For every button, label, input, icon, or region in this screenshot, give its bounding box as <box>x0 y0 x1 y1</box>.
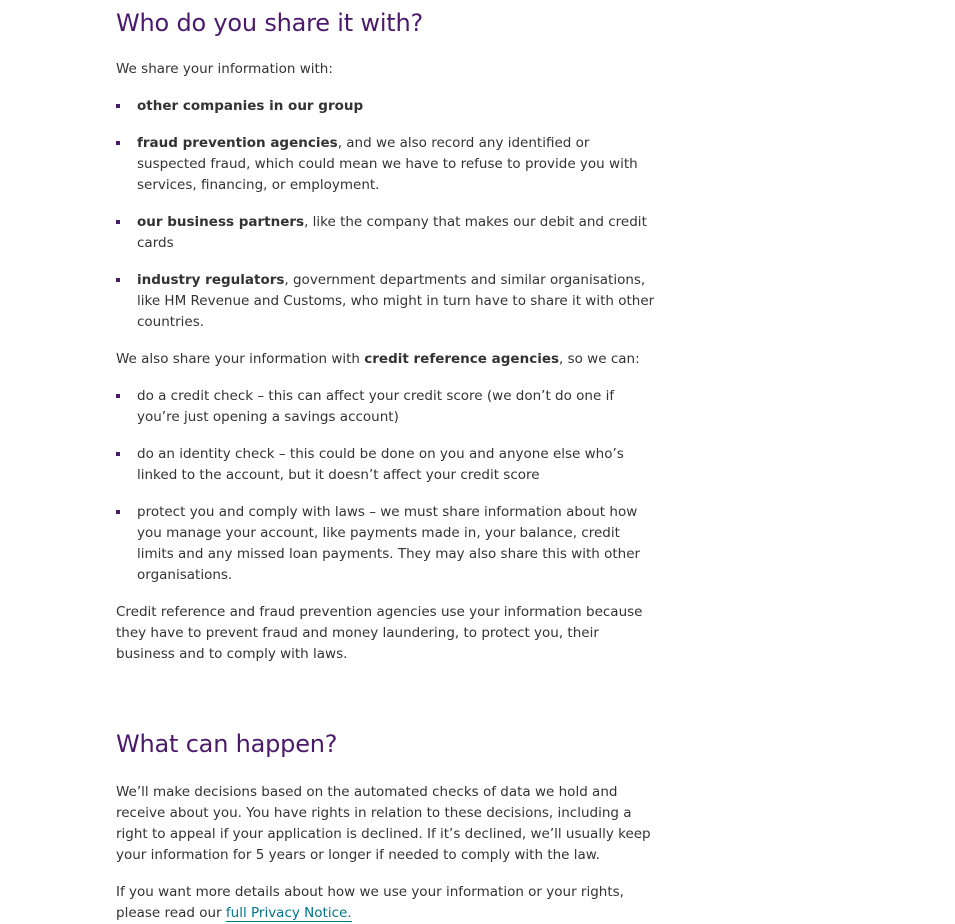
list-item <box>116 133 656 196</box>
credit-intro-after: , so we can: <box>559 351 640 367</box>
credit-agencies-intro <box>116 349 656 370</box>
share-recipients-list <box>116 96 656 333</box>
list-item-bold: other companies in our group <box>137 98 364 114</box>
privacy-notice-link[interactable]: full Privacy Notice. <box>225 905 352 921</box>
section-heading-share: Who do you share it with? <box>116 9 424 37</box>
list-item-bold: our business partners <box>137 214 305 230</box>
main-content <box>116 0 656 924</box>
list-item-bold: fraud prevention agencies <box>137 135 338 151</box>
agencies-closing-text: Credit reference and fraud prevention agencies use your information because they have to prevent fraud and money laundering, to protect you, their business and to comply with laws. <box>116 604 643 662</box>
list-item: do an identity check – this could be done on you and anyone else who’s linked to the account, but it doesn’t affect your credit score <box>116 444 656 486</box>
list-item <box>116 270 656 333</box>
credit-intro-before: We also share your information with <box>116 351 365 367</box>
share-intro-text: We share your information with: <box>116 61 333 77</box>
list-item: do a credit check – this can affect your credit score (we don’t do one if you’re just opening a savings account) <box>116 386 656 428</box>
list-item-text: , like the company that makes our debit and credit cards <box>137 214 647 251</box>
list-item <box>116 96 656 117</box>
credit-checks-list <box>116 386 656 586</box>
privacy-paragraph-text: If you want more details about how we use your information or your rights, please read our <box>116 884 624 921</box>
decisions-paragraph: We’ll make decisions based on the automated checks of data we hold and receive about you. You have rights in relation to these decisions, including a right to appeal if your application is declined. If it’s declined, we’ll usually keep your information for 5 years or longer if needed to comply with the law. <box>116 784 651 863</box>
list-item-text: , government departments and similar organisations, like HM Revenue and Customs, who might in turn have to share it with other countries. <box>137 272 655 330</box>
list-item-bold: industry regulators <box>137 272 285 288</box>
list-item: protect you and comply with laws – we must share information about how you manage your account, like payments made in, your balance, credit limits and any missed loan payments. They may also share this with other organisations. <box>116 502 656 586</box>
credit-intro-bold: credit reference agencies <box>364 351 560 367</box>
privacy-paragraph <box>116 882 656 924</box>
section-heading-what-can-happen: What can happen? <box>116 730 338 758</box>
list-item-text: , and we also record any identified or suspected fraud, which could mean we have to refuse to provide you with services, financing, or employment. <box>137 135 638 193</box>
list-item <box>116 212 656 254</box>
